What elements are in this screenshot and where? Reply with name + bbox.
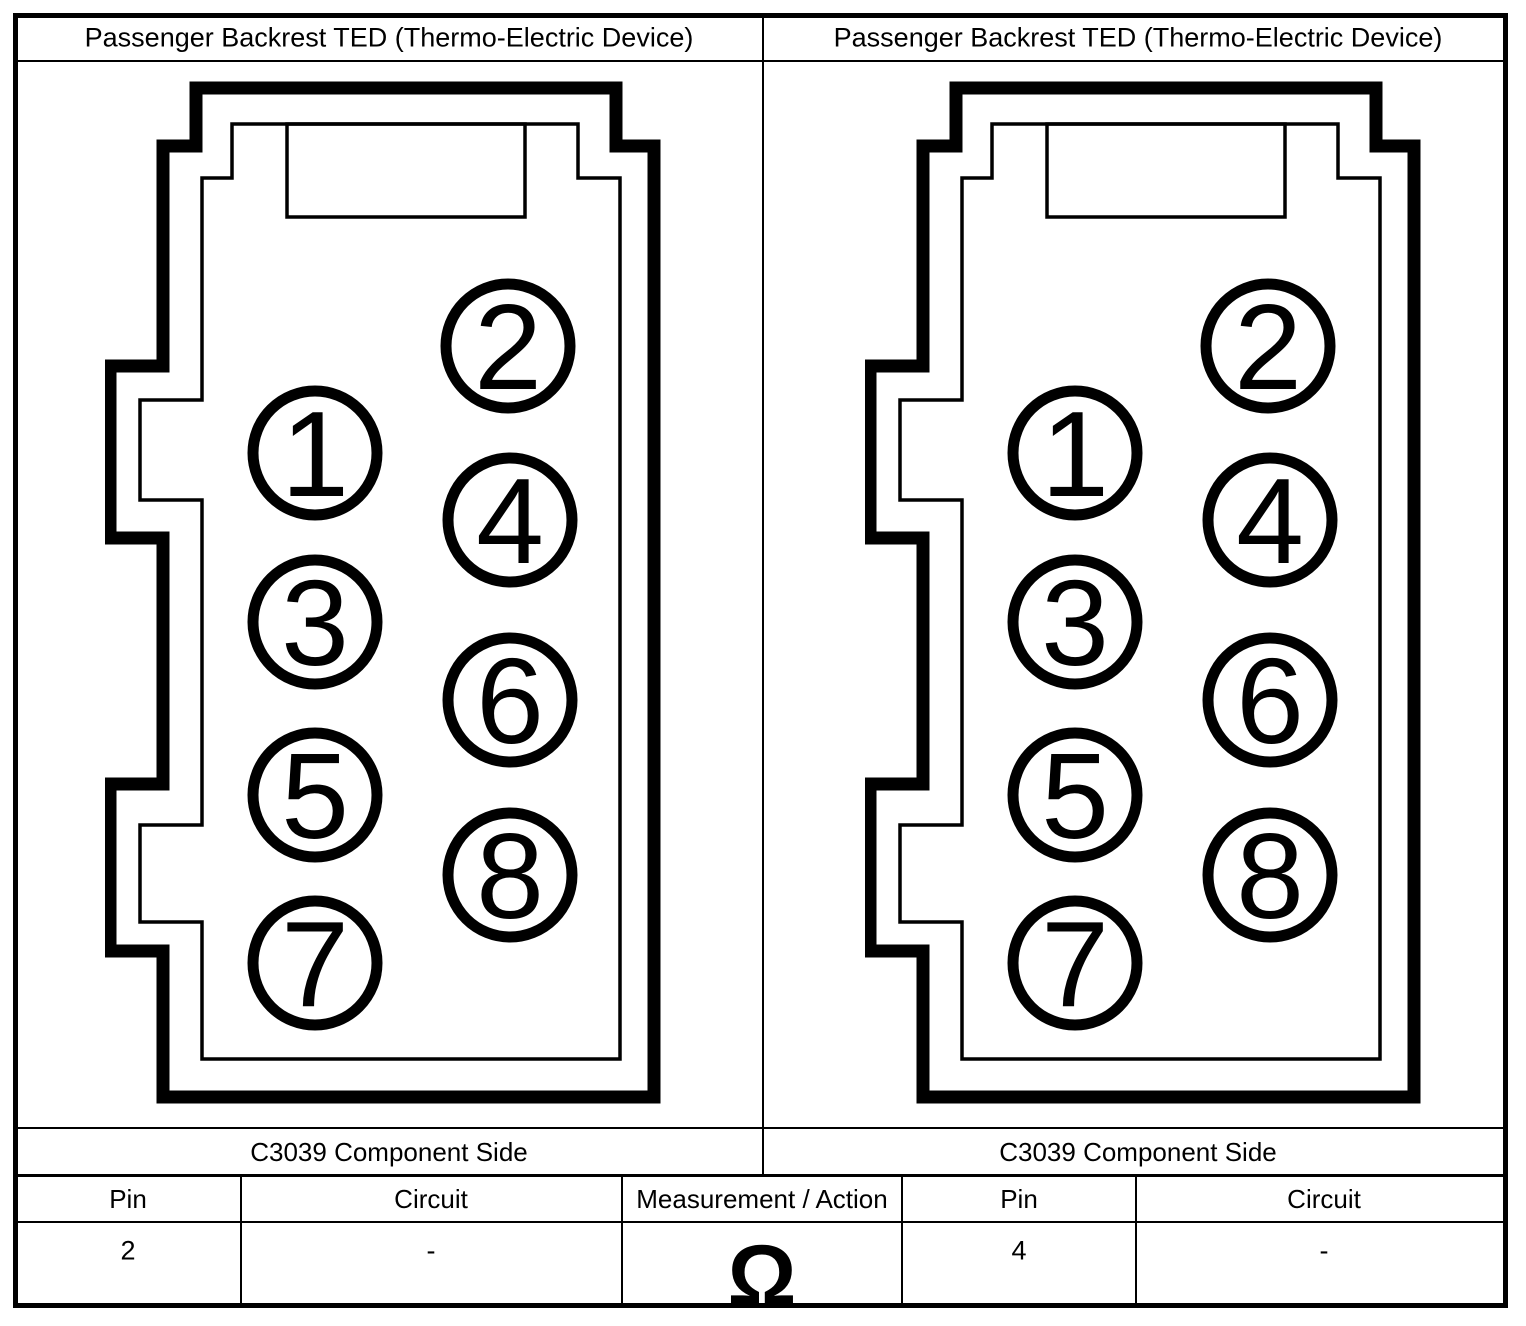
table-header-pin-left: Pin [109,1184,147,1214]
table-divider-circuit-left [621,1177,623,1308]
connector-outer-outline [870,88,1414,1097]
table-value-circuit-left: - [426,1235,436,1266]
pin-7-label: 7 [1041,896,1109,1032]
pin-8 [448,808,572,944]
table-header-circuit-right: Circuit [1287,1184,1361,1214]
connector-latch-window [287,124,525,217]
table-divider-measurement [901,1177,903,1308]
pin-2 [446,279,570,415]
pin-6-label: 6 [476,633,544,769]
table-value-pin-left: 2 [120,1235,136,1266]
table-divider-pin-left [240,1177,242,1308]
pin-3 [253,555,377,691]
pin-5 [253,728,377,864]
connector-label-left: C3039 Component Side [250,1137,528,1167]
center-column-divider [762,18,764,1176]
pin-6 [448,633,572,769]
pin-7-label: 7 [281,896,349,1032]
pin-1 [253,386,377,522]
measurement-ohm-symbol: Ω [727,1228,797,1324]
pin-7 [253,896,377,1032]
pin-8 [1208,808,1332,944]
pin-6 [1208,633,1332,769]
table-header-circuit-left: Circuit [394,1184,468,1214]
pin-4-label: 4 [476,453,544,589]
panel-title-right: Passenger Backrest TED (Thermo-Electric Device) [833,22,1443,53]
connector-latch-window [1047,124,1285,217]
connector-diagram-left [105,80,672,1110]
table-value-circuit-right: - [1319,1235,1329,1266]
pin-1-label: 1 [1041,386,1109,522]
pin-5-label: 5 [1041,728,1109,864]
pin-3-label: 3 [281,555,349,691]
pin-5-label: 5 [281,728,349,864]
pin-3-label: 3 [1041,555,1109,691]
connector-label-row-top [18,1127,1508,1129]
table-divider-pin-right [1135,1177,1137,1308]
pin-2 [1206,279,1330,415]
pin-8-label: 8 [1236,808,1304,944]
pin-2-label: 2 [1234,279,1302,415]
connector-label-right: C3039 Component Side [999,1137,1277,1167]
pin-4-label: 4 [1236,453,1304,589]
pin-6-label: 6 [1236,633,1304,769]
pin-4 [1208,453,1332,589]
panel-title-left: Passenger Backrest TED (Thermo-Electric Device) [84,22,694,53]
table-header-measurement: Measurement / Action [636,1184,888,1214]
pin-7 [1013,896,1137,1032]
pin-5 [1013,728,1137,864]
connector-diagram-right [865,80,1432,1110]
pin-4 [448,453,572,589]
pin-3 [1013,555,1137,691]
pin-8-label: 8 [476,808,544,944]
pin-1-label: 1 [281,386,349,522]
pin-1 [1013,386,1137,522]
connector-outer-outline [110,88,654,1097]
table-header-pin-right: Pin [1000,1184,1038,1214]
table-value-pin-right: 4 [1011,1235,1027,1266]
pin-2-label: 2 [474,279,542,415]
